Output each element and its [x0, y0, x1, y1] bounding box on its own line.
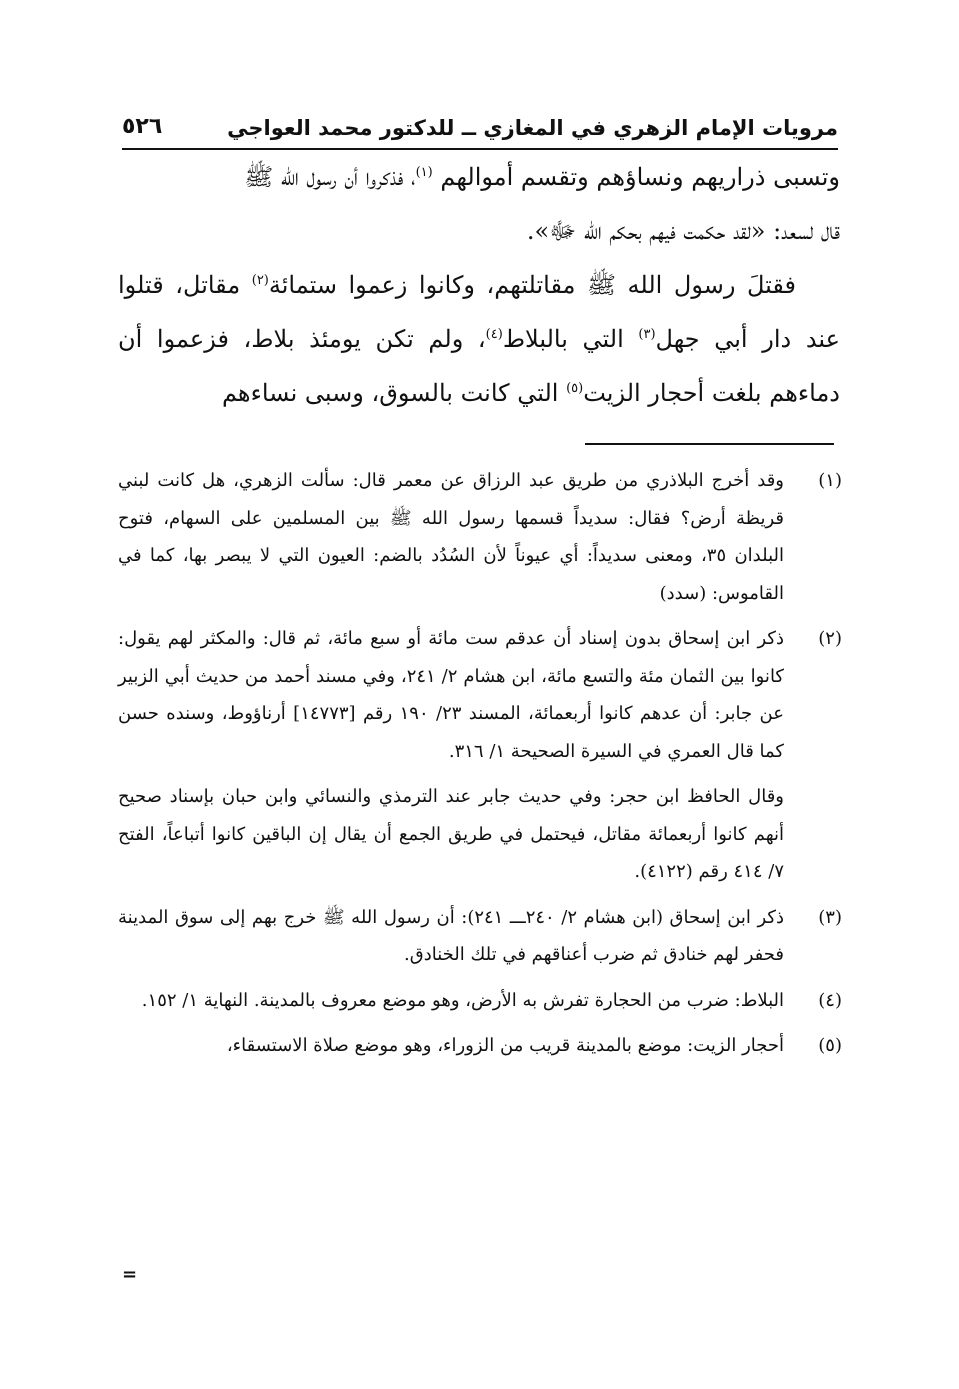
footnote-number: (٣): [818, 906, 842, 928]
footnote-2: [118, 620, 842, 891]
footnote-separator: [585, 443, 834, 445]
paragraph-2-part-4: ، ولم تكن يومئذ بلاط، فزعموا أن دماءهم بلغت أحجار الزيت: [118, 325, 840, 407]
footnote-4: [118, 982, 842, 1020]
footnote-5: [118, 1027, 842, 1065]
paragraph-2: [118, 258, 840, 420]
footnote-number: (٥): [818, 1035, 842, 1056]
footnote-number: (١): [818, 470, 842, 491]
paragraph-1: [118, 150, 840, 258]
paragraph-2-part-1: فقتلَ رسول الله ﷺ مقاتلتهم، وكانوا زعموا ستمائة: [268, 271, 796, 299]
footnote-ref-3: (٣): [638, 327, 656, 342]
paragraph-2-part-3: التي بالبلاط: [502, 325, 639, 353]
footnote-text-continued: وقال الحافظ ابن حجر: وفي حديث جابر عند الترمذي والنسائي وابن حبان بإسناد صحيح أنهم كانوا أربعمائة مقاتل، فيحتمل في طريق الجمع أن يقال إن الباقين كانوا أتباعاً، الفتح ٧/ ٤١٤ رقم (٤١٢٢).: [118, 786, 784, 882]
paragraph-1-line-2: قال لسعد: «لقد حكمت فيهم بحكم الله ﷻ».: [526, 217, 840, 245]
footnote-text: أحجار الزيت: موضع بالمدينة قريب من الزوراء، وهو موضع صلاة الاستسقاء،: [226, 1035, 784, 1056]
footnote-1: [118, 462, 842, 612]
footnote-ref-1: (١): [415, 165, 433, 180]
paragraph-2-part-5: التي كانت بالسوق، وسبى نساءهم: [221, 379, 567, 407]
page-number: ٥٢٦: [122, 114, 163, 139]
footnote-text: البلاط: ضرب من الحجارة تفرش به الأرض، وهو موضع معروف بالمدينة. النهاية ١/ ١٥٢.: [141, 989, 784, 1011]
footnote-ref-2: (٢): [251, 273, 269, 288]
footnote-text: ذكر ابن إسحاق (ابن هشام ٢/ ٢٤٠ـــ ٢٤١): أن رسول الله ﷺ خرج بهم إلى سوق المدينة فحفر لهم خنادق ثم ضرب أعناقهم في تلك الخنادق.: [118, 906, 784, 965]
main-text: [118, 150, 840, 420]
footnote-ref-4: (٤): [485, 327, 503, 342]
footnotes: [118, 462, 842, 1065]
footnote-number: (٤): [818, 989, 842, 1011]
footnote-ref-5: (٥): [566, 381, 584, 396]
footnote-3: [118, 899, 842, 974]
footnote-number: (٢): [818, 628, 842, 649]
book-title: مرويات الإمام الزهري في المغازي ــ للدكتور محمد العواجي: [227, 116, 838, 140]
paragraph-1-line-1: وتسبى ذراريهم ونساؤهم وتقسم أموالهم: [432, 163, 840, 191]
paragraph-2-part-2: مقاتل، قتلوا عند دار أبي جهل: [118, 271, 840, 353]
paragraph-1-line-1-end: ، فذكروا أن رسول الله ﷺ: [244, 163, 416, 191]
running-header: [122, 110, 838, 146]
footnote-text: ذكر ابن إسحاق بدون إسناد أن عدقم ست مائة أو سبع مائة، ثم قال: والمكثر لهم يقول: كانوا بين الثمان مئة والتسع مائة، ابن هشام ٢/ ٢٤١، وفي مسند أحمد من حديث أبي الزبير عن جابر: أن عدهم كانوا أربعمائة، المسند ٢٣/ ١٩٠ رقم [١٤٧٧٣] أرناؤوط، وسنده حسن كما قال العمري في السيرة الصحيحة ١/ ٣١٦.: [118, 628, 784, 762]
footnote-text: وقد أخرج البلاذري من طريق عبد الرزاق عن معمر قال: سألت الزهري، هل كانت لبني قريظة أرض؟ فقال: سديداً قسمها رسول الله ﷺ بين المسلمين على السهام، فتوح البلدان ٣٥، ومعنى سديداً: أي عيوناً لأن السُدُد بالضم: العيون التي لا يبصر بها، كما في القاموس: (سدد): [118, 470, 784, 604]
continuation-mark: =: [122, 1264, 138, 1285]
